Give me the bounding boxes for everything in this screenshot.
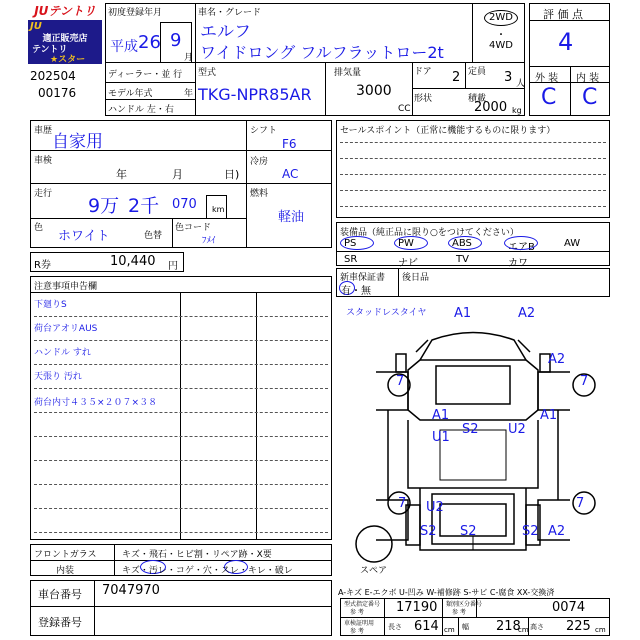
inspection-year: 年 bbox=[116, 168, 127, 181]
width-unit: cm bbox=[518, 626, 529, 634]
note-item: 天張り 汚れ bbox=[34, 372, 82, 382]
height-label: 高さ bbox=[530, 623, 544, 631]
sales-point-label: セールスポイント（正常に機能するものに限ります） bbox=[340, 126, 556, 136]
front-glass-value: キズ・飛石・ヒビ割・リペア跡・X要 bbox=[122, 550, 272, 560]
notes-label: 注意事項申告欄 bbox=[34, 282, 98, 292]
note-item: 荷台内寸４３５×２０７×３８ bbox=[34, 398, 158, 408]
type-value: TKG-NPR85AR bbox=[198, 85, 312, 104]
capacity-unit: 人 bbox=[516, 79, 526, 89]
recycle-label: R券 bbox=[34, 260, 51, 271]
registration-label: 登録番号 bbox=[38, 616, 82, 629]
inspection-month: 月 bbox=[172, 168, 183, 181]
capacity-value: 3 bbox=[504, 70, 513, 85]
mileage-man: 9万 bbox=[88, 195, 120, 217]
equipment-item-2: ABS bbox=[452, 238, 472, 249]
logo-badge bbox=[28, 20, 102, 64]
damage-mark: S2 bbox=[420, 524, 437, 539]
chassis-value: 7047970 bbox=[102, 583, 160, 598]
ac-value: AC bbox=[282, 167, 299, 181]
equipment-item-row2-0: SR bbox=[344, 254, 358, 265]
month-unit: 月 bbox=[184, 53, 194, 63]
inspection-day: 日) bbox=[224, 168, 240, 181]
model-year-unit: 年 bbox=[184, 89, 194, 99]
damage-mark: A2 bbox=[518, 306, 536, 321]
equipment-circle-3 bbox=[504, 236, 538, 250]
equipment-label: 装備品（純正品に限り○をつけてください） bbox=[340, 228, 519, 238]
shift-value: F6 bbox=[282, 137, 297, 151]
fuel-label: 燃料 bbox=[250, 189, 269, 199]
ac-label: 冷房 bbox=[250, 157, 269, 167]
manual-value: 有・無 bbox=[341, 286, 371, 297]
recycle-unit: 円 bbox=[168, 261, 178, 272]
drive-dot: ・ bbox=[496, 30, 506, 41]
damage-mark: 7 bbox=[580, 374, 589, 389]
type-no-label: 型式指定番号 bbox=[344, 601, 381, 608]
note-item: 下廻りS bbox=[34, 300, 67, 310]
equipment-item-0: PS bbox=[344, 238, 357, 249]
drive-4wd: 4WD bbox=[489, 40, 513, 51]
load-value: 2000 bbox=[474, 100, 508, 115]
door-value: 2 bbox=[452, 70, 461, 85]
month: 9 bbox=[170, 30, 182, 51]
class-no-ref: 参 考 bbox=[452, 609, 466, 616]
interior-grade: C bbox=[582, 85, 598, 110]
note-item: 荷台アオリAUS bbox=[34, 324, 98, 334]
equipment-circle-2 bbox=[448, 236, 482, 250]
equipment-item-4: AW bbox=[564, 238, 581, 249]
length-unit: cm bbox=[444, 626, 455, 634]
recycle-value: 10,440 bbox=[110, 254, 156, 269]
displacement-label: 排気量 bbox=[334, 68, 362, 78]
first-reg-label: 初度登録年月 bbox=[108, 8, 163, 18]
logo-box bbox=[28, 4, 102, 64]
height-value: 225 bbox=[566, 619, 591, 634]
damage-mark: 7 bbox=[398, 496, 407, 511]
equipment-item-3: エアB bbox=[508, 242, 535, 253]
fuel-value: 軽油 bbox=[278, 210, 305, 225]
era: 平成 bbox=[110, 39, 138, 55]
note-item: ハンドル すれ bbox=[34, 348, 91, 358]
logo-brand: JUテントリ bbox=[28, 4, 102, 19]
damage-mark: A1 bbox=[540, 408, 558, 423]
interior-label: 内 装 bbox=[576, 73, 600, 84]
interior-cond-value: キズ・汚レ・コゲ・穴・スレ・キレ・破レ bbox=[122, 566, 293, 576]
color-label: 色 bbox=[34, 223, 44, 233]
interior-cond-label: 内装 bbox=[56, 566, 75, 576]
colorcode-value: ﾌﾒｲ bbox=[202, 236, 216, 246]
shape-label: 形状 bbox=[414, 94, 433, 104]
mileage-unit: km bbox=[212, 205, 225, 214]
use-label: 車歴 bbox=[34, 126, 53, 136]
front-glass-label: フロントガラス bbox=[34, 550, 97, 560]
class-no-value: 0074 bbox=[552, 600, 586, 615]
logo-ju: JU bbox=[30, 21, 42, 32]
type-no-value: 17190 bbox=[396, 600, 438, 615]
equipment-item-1: PW bbox=[398, 238, 414, 249]
lot-number-2: 00176 bbox=[38, 86, 77, 100]
equipment-item-row2-1: ナビ bbox=[398, 258, 418, 269]
carname-label: 車名・グレード bbox=[198, 8, 262, 18]
equipment-circle-1 bbox=[394, 236, 428, 250]
damage-mark: S2 bbox=[460, 524, 477, 539]
type-label: 型式 bbox=[198, 68, 217, 78]
equipment-circle-0 bbox=[340, 236, 374, 250]
spare-label: スペア bbox=[360, 566, 388, 576]
length-value: 614 bbox=[414, 619, 439, 634]
drive-2wd: 2WD bbox=[489, 12, 513, 23]
logo-star: ★スター bbox=[50, 55, 86, 65]
load-label: 積載 bbox=[468, 94, 487, 104]
model-year-label: モデル年式 bbox=[108, 89, 153, 99]
logo-line2: テントリ bbox=[32, 45, 68, 55]
length-label: 長さ bbox=[388, 623, 402, 631]
lot-number-1: 202504 bbox=[30, 69, 76, 83]
color-value: ホワイト bbox=[58, 229, 110, 244]
load-unit: kg bbox=[512, 106, 522, 115]
inspection-label: 車検 bbox=[34, 156, 53, 166]
mileage-label: 走行 bbox=[34, 189, 53, 199]
displacement-unit: CC bbox=[398, 104, 411, 114]
exterior-grade: C bbox=[541, 85, 557, 110]
exterior-label: 外 装 bbox=[535, 73, 559, 84]
type-no-ref: 参 考 bbox=[350, 609, 364, 616]
damage-mark: S2 bbox=[522, 524, 539, 539]
handle-label: ハンドル 左・右 bbox=[108, 105, 174, 115]
dealer-label: ディーラー・並 行 bbox=[108, 70, 183, 80]
door-label: ドア bbox=[414, 67, 432, 77]
colorcode-label: 色コード bbox=[175, 223, 212, 233]
logo-line1: 適正販売店 bbox=[42, 34, 88, 44]
damage-mark: A1 bbox=[432, 408, 450, 423]
recycle-frame bbox=[30, 252, 184, 272]
capacity-label: 定員 bbox=[468, 67, 487, 77]
next-items-label: 後日品 bbox=[402, 273, 430, 283]
manual-label: 新車保証書 bbox=[340, 273, 386, 283]
damage-mark: A2 bbox=[548, 524, 566, 539]
equipment-item-row2-3: カワ bbox=[508, 258, 528, 269]
width-value: 218 bbox=[496, 619, 521, 634]
damage-mark: U1 bbox=[432, 430, 450, 445]
use-value: 自家用 bbox=[52, 132, 103, 152]
chassis-label: 車台番号 bbox=[38, 588, 82, 601]
shift-label: シフト bbox=[250, 126, 278, 136]
damage-mark: U2 bbox=[508, 422, 526, 437]
grade: ワイドロング フルフラットロー2t bbox=[200, 43, 444, 62]
score-label: 評 価 点 bbox=[543, 8, 583, 21]
mileage-sen: 2千 bbox=[128, 195, 160, 217]
mileage-rest: 070 bbox=[172, 197, 197, 212]
year: 26 bbox=[138, 32, 161, 53]
damage-legend: A-キズ E-エクボ U-凹み W-補修跡 S-サビ C-腐食 XX-交換済 bbox=[338, 588, 555, 597]
damage-mark: A1 bbox=[454, 306, 472, 321]
damage-mark: 7 bbox=[396, 374, 405, 389]
damage-mark: 7 bbox=[576, 496, 585, 511]
width-label: 幅 bbox=[462, 623, 469, 631]
carname: エルフ bbox=[200, 22, 251, 42]
damage-mark: A2 bbox=[548, 352, 566, 367]
damage-mark: S2 bbox=[462, 422, 479, 437]
cert-ref: 参 考 bbox=[350, 628, 364, 635]
score-value: 4 bbox=[558, 28, 574, 56]
displacement-value: 3000 bbox=[356, 83, 392, 99]
studless-label: スタッドレスタイヤ bbox=[346, 308, 427, 318]
cert-label: 車検証明用 bbox=[344, 620, 375, 627]
height-unit: cm bbox=[595, 626, 606, 634]
class-no-label: 類別区分番号 bbox=[446, 601, 483, 608]
damage-mark: U2 bbox=[426, 500, 444, 515]
color-change-label: 色替 bbox=[144, 231, 163, 241]
equipment-item-row2-2: TV bbox=[456, 254, 469, 265]
